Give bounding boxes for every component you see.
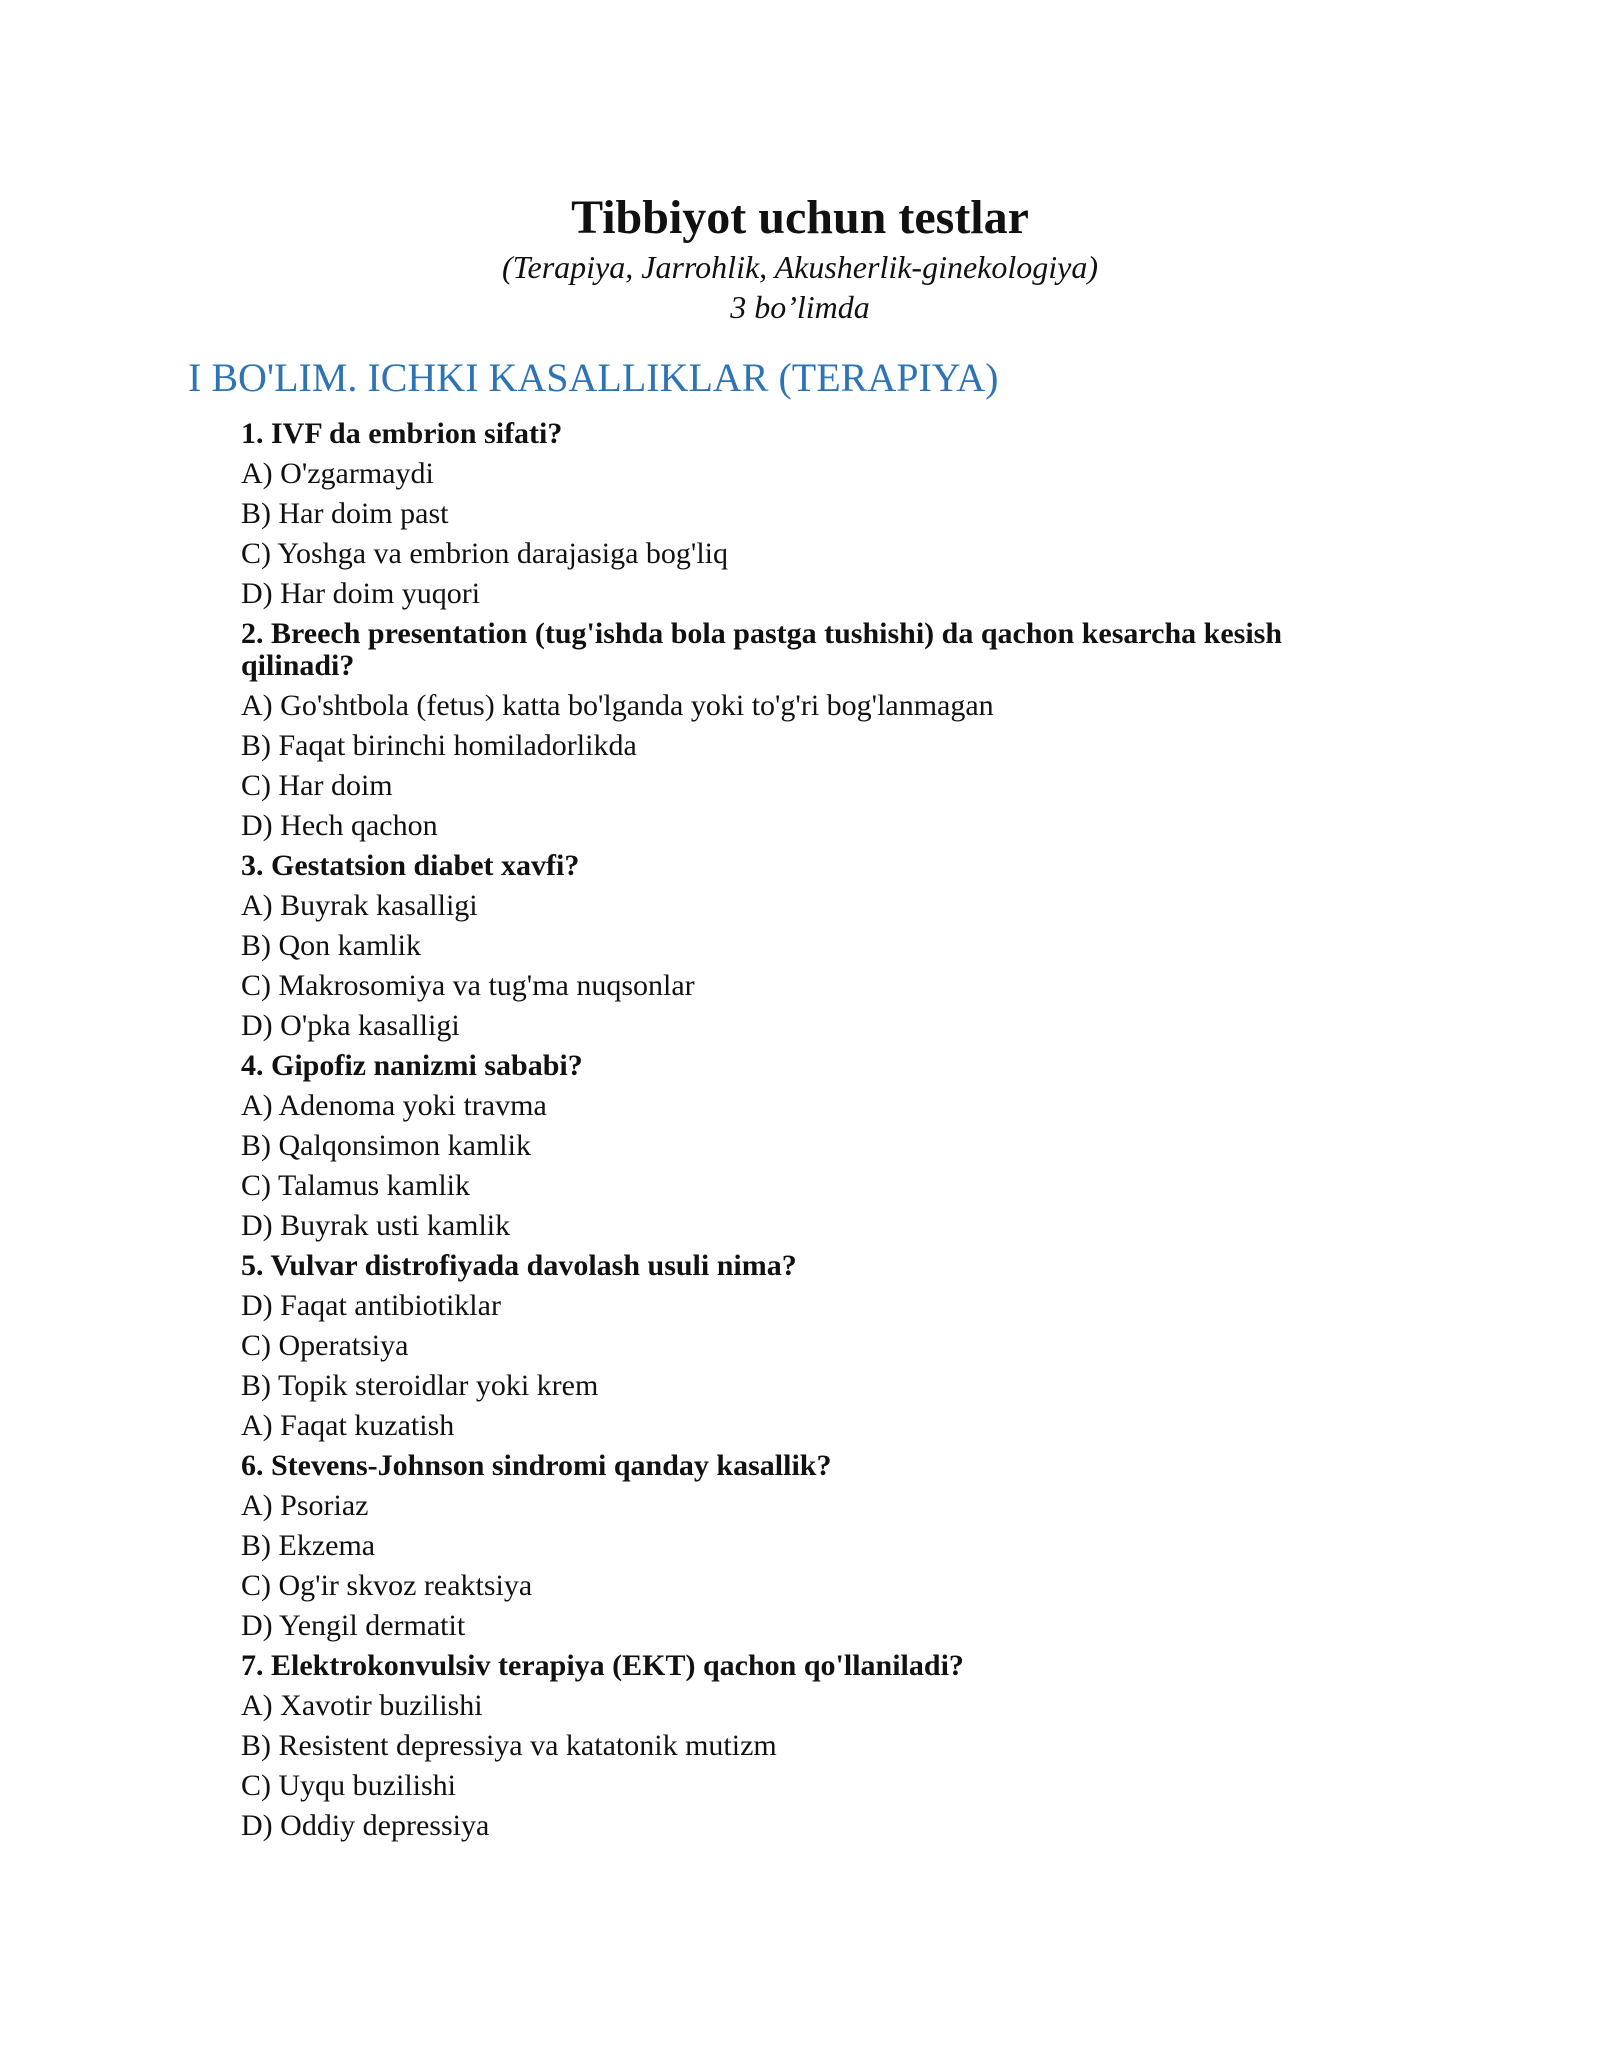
document-title: Tibbiyot uchun testlar: [571, 191, 1029, 244]
section-heading: I BO'LIM. ICHKI KASALLIKLAR (TERAPIYA): [188, 355, 999, 400]
answer-option: C) Har doim: [241, 769, 393, 802]
answer-option: B) Ekzema: [241, 1529, 376, 1562]
question-6: [241, 1446, 1371, 1646]
answer-option: C) Operatsiya: [241, 1329, 409, 1362]
answer-option: D) O'pka kasalligi: [241, 1009, 460, 1042]
answer-option: A) Xavotir buzilishi: [241, 1689, 483, 1722]
question-text: 5. Vulvar distrofiyada davolash usuli nima?: [241, 1249, 797, 1282]
answer-option: A) Buyrak kasalligi: [241, 889, 478, 922]
answer-option: C) Makrosomiya va tug'ma nuqsonlar: [241, 969, 695, 1002]
answer-option: A) Faqat kuzatish: [241, 1409, 455, 1442]
answer-option: A) Go'shtbola (fetus) katta bo'lganda yoki to'g'ri bog'lanmagan: [241, 689, 994, 722]
answer-option: D) Yengil dermatit: [241, 1609, 466, 1642]
answer-option: C) Talamus kamlik: [241, 1169, 470, 1202]
answer-option: B) Faqat birinchi homiladorlikda: [241, 729, 637, 762]
answer-option: D) Hech qachon: [241, 809, 438, 842]
question-3: [241, 846, 1371, 1046]
question-list: [241, 414, 1371, 1846]
question-4: [241, 1046, 1371, 1246]
answer-option: A) Adenoma yoki travma: [241, 1089, 547, 1122]
question-5: [241, 1246, 1371, 1446]
question-2: [241, 614, 1371, 846]
question-text: 2. Breech presentation (tug'ishda bola pastga tushishi) da qachon kesarcha kesish qilinadi?: [241, 617, 1283, 682]
answer-option: B) Qalqonsimon kamlik: [241, 1129, 531, 1162]
answer-option: A) Psoriaz: [241, 1489, 369, 1522]
answer-option: C) Uyqu buzilishi: [241, 1769, 456, 1802]
answer-option: B) Resistent depressiya va katatonik mutizm: [241, 1729, 777, 1762]
question-text: 4. Gipofiz nanizmi sababi?: [241, 1049, 583, 1082]
question-1: [241, 414, 1371, 614]
question-text: 1. IVF da embrion sifati?: [241, 417, 563, 450]
answer-option: C) Og'ir skvoz reaktsiya: [241, 1569, 533, 1602]
answer-option: A) O'zgarmaydi: [241, 457, 434, 490]
document-parts-note: 3 bo’limda: [730, 289, 870, 325]
question-text: 3. Gestatsion diabet xavfi?: [241, 849, 580, 882]
answer-option: B) Qon kamlik: [241, 929, 421, 962]
answer-option: C) Yoshga va embrion darajasiga bog'liq: [241, 537, 729, 570]
answer-option: D) Buyrak usti kamlik: [241, 1209, 511, 1242]
answer-option: B) Har doim past: [241, 497, 449, 530]
answer-option: D) Oddiy depressiya: [241, 1809, 490, 1842]
question-text: 6. Stevens-Johnson sindromi qanday kasallik?: [241, 1449, 832, 1482]
document-subtitle: (Terapiya, Jarrohlik, Akusherlik-ginekologiya): [501, 249, 1099, 285]
question-text: 7. Elektrokonvulsiv terapiya (EKT) qachon qo'llaniladi?: [241, 1649, 964, 1682]
answer-option: B) Topik steroidlar yoki krem: [241, 1369, 599, 1402]
answer-option: D) Faqat antibiotiklar: [241, 1289, 501, 1322]
question-7: [241, 1646, 1371, 1846]
answer-option: D) Har doim yuqori: [241, 577, 481, 610]
